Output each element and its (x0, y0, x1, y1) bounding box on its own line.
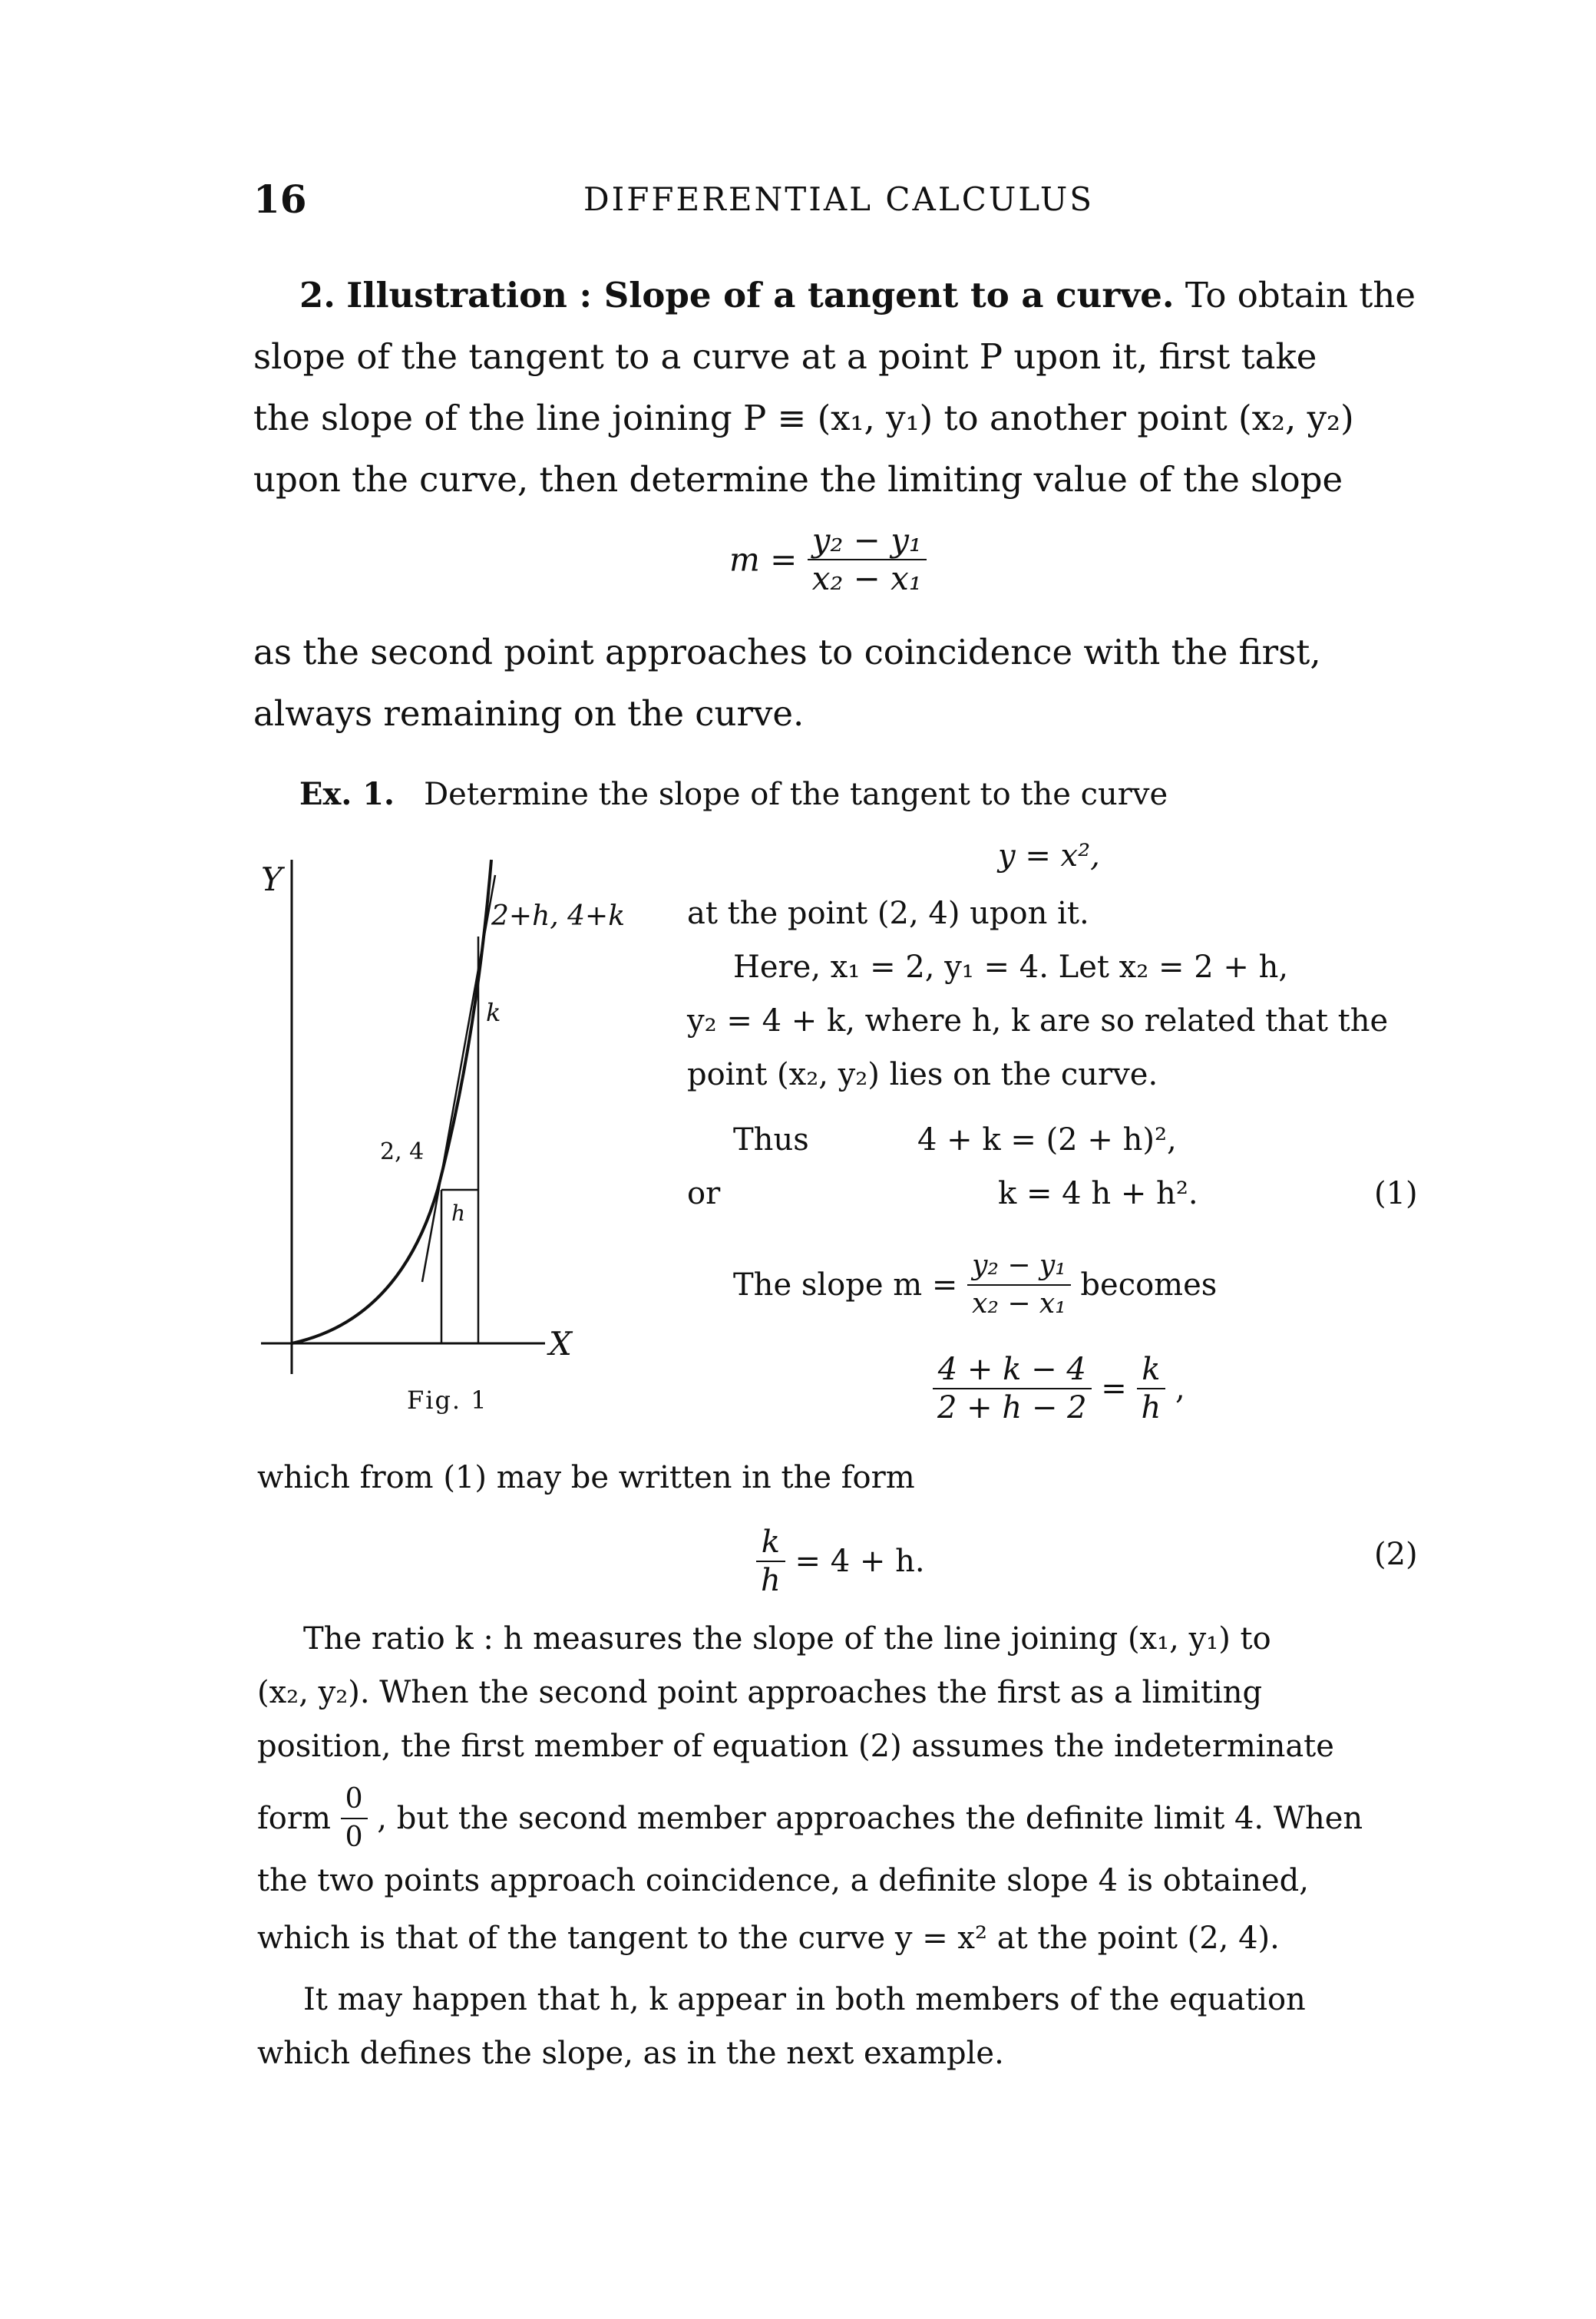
reduced-fraction-numerator: 4 + k − 4 (933, 1351, 1092, 1389)
thus-equation: 4 + k = (2 + h)², (917, 1122, 1177, 1158)
section-line-6: always remaining on the curve. (253, 693, 805, 734)
example-label: Ex. 1. (299, 776, 395, 812)
equation-2-rhs: = 4 + h. (795, 1544, 925, 1579)
indeterminate-denominator: 0 (345, 1822, 363, 1853)
equation-2 (756, 1524, 925, 1599)
y-axis-label: Y (261, 861, 283, 898)
paragraph-line-6: which is that of the tangent to the curve y = x² at the point (2, 4). (257, 1921, 1280, 1956)
reduced-fraction-k: k (1137, 1351, 1166, 1389)
section-lead-line (299, 265, 1416, 326)
example-slope-numerator: y₂ − y₁ (967, 1247, 1071, 1286)
reduced-fraction-comma: , (1175, 1371, 1185, 1406)
paragraph-line-7: It may happen that h, k appear in both members of the equation (303, 1982, 1306, 2017)
paragraph-line-1: The ratio k : h measures the slope of the line joining (x₁, y₁) to (303, 1621, 1271, 1657)
slope-formula-fraction (808, 522, 927, 597)
which-from-line: which from (1) may be written in the form (257, 1460, 915, 1495)
section-line-3: the slope of the line joining P ≡ (x₁, y₁) to another point (x₂, y₂) (253, 398, 1354, 438)
form-label: form (257, 1801, 331, 1836)
example-curve-equation: y = x², (998, 838, 1100, 874)
example-here-line: Here, x₁ = 2, y₁ = 4. Let x₂ = 2 + h, (733, 950, 1289, 985)
reduced-fraction-denominator: 2 + h − 2 (937, 1390, 1087, 1425)
reduced-fraction-equals: = (1101, 1371, 1127, 1406)
equation-2-numerator: k (756, 1524, 785, 1562)
slope-formula (729, 522, 927, 597)
point-far-label: 2+h, 4+k (491, 900, 626, 932)
or-equation: k = 4 h + h². (998, 1176, 1198, 1211)
example-intro: Determine the slope of the tangent to the curve (424, 777, 1168, 812)
example-intro-line (299, 764, 1168, 825)
example-becomes: becomes (1080, 1267, 1218, 1303)
section-lead-rest: To obtain the (1185, 275, 1416, 315)
page-number: 16 (253, 177, 307, 222)
reduced-fraction-h: h (1141, 1390, 1161, 1425)
slope-formula-denominator: x₂ − x₁ (811, 560, 922, 597)
section-heading: Illustration : Slope of a tangent to a curve. (346, 275, 1175, 315)
example-slope-line (733, 1247, 1217, 1323)
equation-2-fraction (756, 1524, 785, 1599)
parabola-curve (292, 860, 491, 1343)
slope-formula-lhs: m = (729, 540, 798, 579)
example-slope-fraction (967, 1247, 1071, 1323)
equation-2-denominator: h (761, 1563, 781, 1598)
example-slope-denominator: x₂ − x₁ (972, 1288, 1066, 1320)
example-reduced-fraction (933, 1351, 1185, 1426)
k-label: k (486, 998, 501, 1027)
h-label: h (451, 1201, 466, 1226)
paragraph-line-4-rest: , but the second member approaches the definite limit 4. When (377, 1801, 1363, 1836)
equation-2-tag: (2) (1374, 1537, 1418, 1572)
section-line-5: as the second point approaches to coincidence with the first, (253, 632, 1321, 672)
example-point-line: point (x₂, y₂) lies on the curve. (687, 1057, 1158, 1092)
reduced-fraction-left (933, 1351, 1092, 1426)
paragraph-line-4 (257, 1781, 1363, 1856)
paragraph-line-5: the two points approach coincidence, a definite slope 4 is obtained, (257, 1863, 1309, 1898)
point-near-label: 2, 4 (380, 1138, 425, 1165)
example-y2-line: y₂ = 4 + k, where h, k are so related that the (687, 1003, 1389, 1039)
paragraph-line-2: (x₂, y₂). When the second point approaches the first as a limiting (257, 1675, 1263, 1710)
thus-label: Thus (733, 1122, 809, 1158)
section-line-2: slope of the tangent to a curve at a point P upon it, first take (253, 336, 1317, 377)
indeterminate-form (341, 1781, 368, 1856)
slope-formula-numerator: y₂ − y₁ (808, 522, 927, 560)
equation-1-tag: (1) (1374, 1176, 1418, 1211)
section-number: 2. (299, 275, 335, 315)
x-axis-label: X (549, 1325, 572, 1363)
example-slope-intro: The slope m = (733, 1267, 958, 1303)
reduced-fraction-right (1137, 1351, 1166, 1426)
figure-1 (246, 844, 676, 1443)
paragraph-line-8: which defines the slope, as in the next example. (257, 2036, 1004, 2071)
example-at-point: at the point (2, 4) upon it. (687, 896, 1089, 931)
section-line-4: upon the curve, then determine the limiting value of the slope (253, 459, 1343, 500)
running-title: DIFFERENTIAL CALCULUS (583, 180, 1095, 218)
figure-caption: Fig. 1 (407, 1386, 488, 1415)
or-label: or (687, 1176, 721, 1211)
indeterminate-numerator: 0 (341, 1781, 368, 1819)
paragraph-line-3: position, the first member of equation (2) assumes the indeterminate (257, 1729, 1334, 1764)
